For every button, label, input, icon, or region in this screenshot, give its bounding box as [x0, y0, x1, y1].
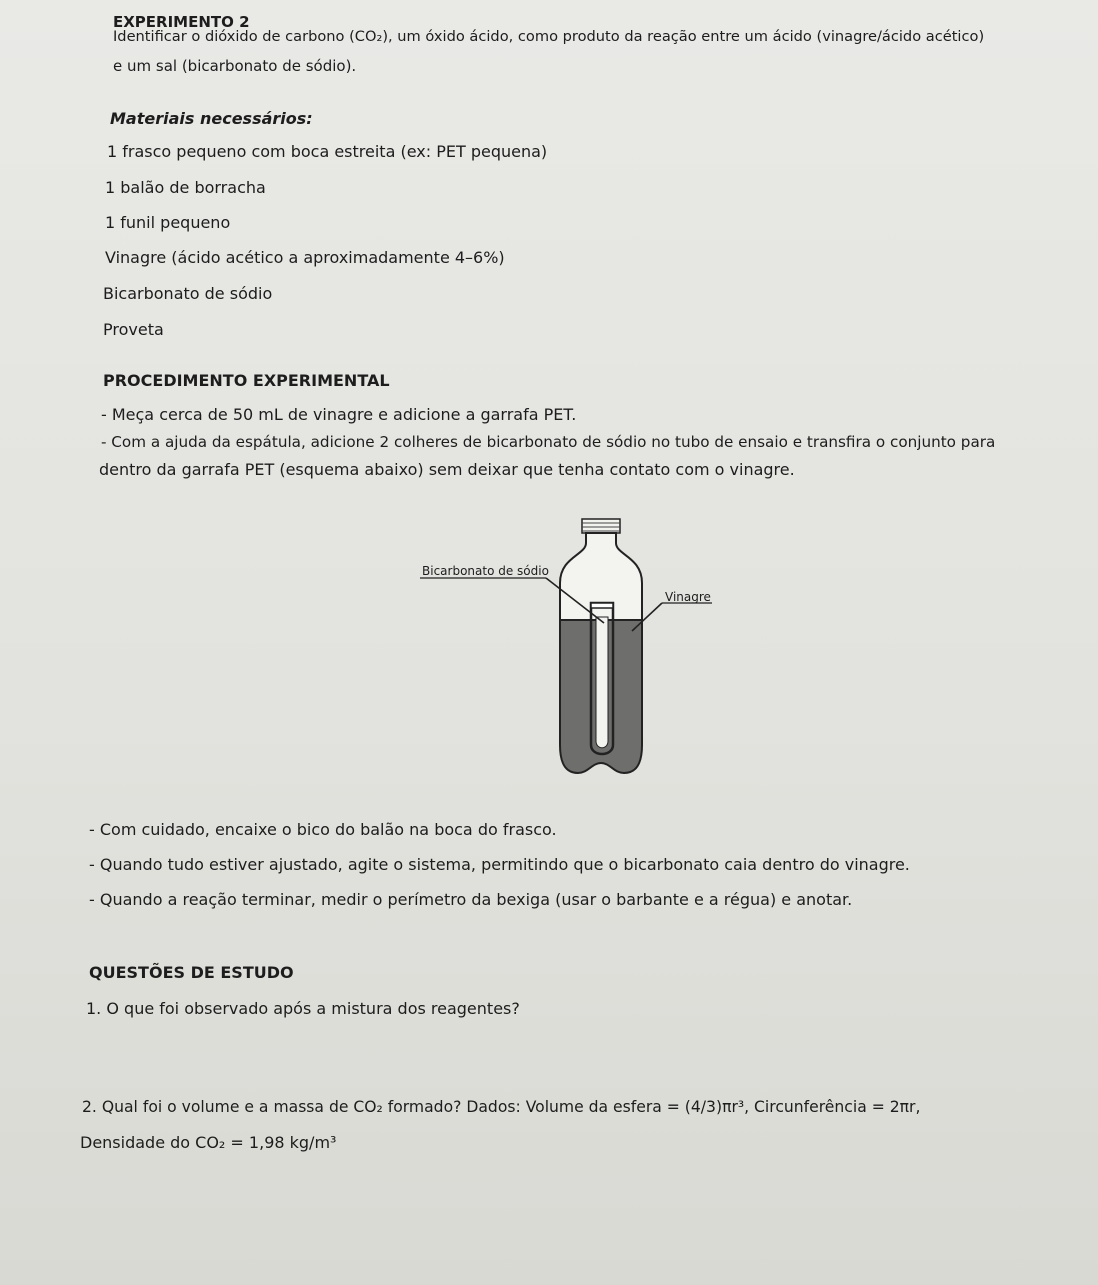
material-item: 1 balão de borracha: [105, 178, 266, 197]
question-2-line-1: 2. Qual foi o volume e a massa de CO₂ formado? Dados: Volume da esfera = (4/3)πr³, Circunferência = 2πr,: [82, 1098, 921, 1116]
objective-line-1: Identificar o dióxido de carbono (CO₂), um óxido ácido, como produto da reação entre um ácido (vinagre/ácido acético): [113, 28, 985, 45]
experiment-title: EXPERIMENTO 2: [113, 13, 250, 31]
materials-heading: Materiais necessários:: [110, 109, 313, 128]
procedure-step-2-line-2: dentro da garrafa PET (esquema abaixo) sem deixar que tenha contato com o vinagre.: [99, 460, 795, 479]
material-item: Vinagre (ácido acético a aproximadamente 4–6%): [105, 248, 505, 267]
label-bicarbonate: Bicarbonato de sódio: [422, 564, 549, 578]
material-item: Bicarbonato de sódio: [103, 284, 273, 303]
bottle-diagram: [410, 505, 730, 790]
procedure-heading: PROCEDIMENTO EXPERIMENTAL: [103, 371, 390, 390]
procedure-step-2-line-1: - Com a ajuda da espátula, adicione 2 colheres de bicarbonato de sódio no tubo de ensaio e transfira o conjunto para: [101, 433, 996, 451]
procedure-step-5: - Quando a reação terminar, medir o perímetro da bexiga (usar o barbante e a régua) e anotar.: [89, 890, 853, 909]
objective-line-2: e um sal (bicarbonato de sódio).: [113, 57, 357, 75]
material-item: 1 funil pequeno: [105, 213, 231, 232]
material-item: Proveta: [103, 320, 164, 339]
label-vinegar: Vinagre: [665, 590, 711, 604]
questions-heading: QUESTÕES DE ESTUDO: [89, 963, 294, 982]
procedure-step-3: - Com cuidado, encaixe o bico do balão na boca do frasco.: [89, 820, 557, 839]
procedure-step-1: - Meça cerca de 50 mL de vinagre e adicione a garrafa PET.: [101, 405, 577, 424]
material-item: 1 frasco pequeno com boca estreita (ex: PET pequena): [107, 142, 548, 161]
procedure-step-4: - Quando tudo estiver ajustado, agite o sistema, permitindo que o bicarbonato caia dentro do vinagre.: [89, 855, 910, 874]
question-1: 1. O que foi observado após a mistura dos reagentes?: [86, 999, 520, 1018]
question-2-line-2: Densidade do CO₂ = 1,98 kg/m³: [80, 1133, 337, 1152]
